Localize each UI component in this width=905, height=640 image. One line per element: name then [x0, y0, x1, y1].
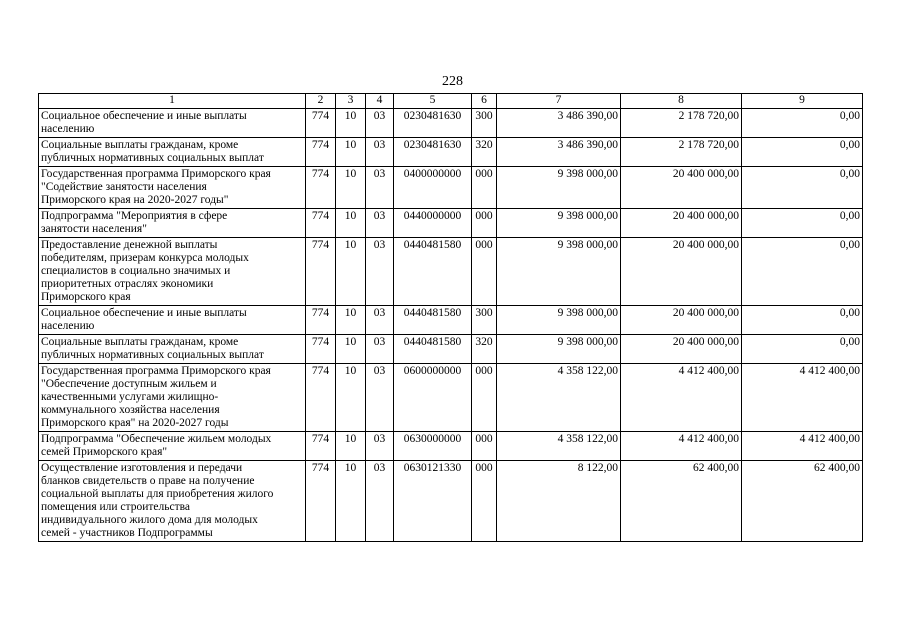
expense-type-cell: 000 [472, 209, 497, 238]
amount-col7-cell: 3 486 390,00 [497, 138, 621, 167]
ministry-code-cell: 774 [306, 461, 336, 542]
expense-type-cell: 300 [472, 306, 497, 335]
amount-col9-cell: 4 412 400,00 [742, 364, 863, 432]
row-name-cell: Государственная программа Приморского края "Обеспечение доступным жильем и качественными услугами жилищно- коммунального хозяйства населения Приморского края" на 2020-2027 годы [39, 364, 306, 432]
amount-col7-cell: 9 398 000,00 [497, 335, 621, 364]
expense-type-cell: 300 [472, 109, 497, 138]
column-header: 2 [306, 94, 336, 109]
subsection-code-cell: 03 [366, 432, 394, 461]
column-header: 7 [497, 94, 621, 109]
ministry-code-cell: 774 [306, 209, 336, 238]
row-name-cell: Подпрограмма "Мероприятия в сфере занятости населения" [39, 209, 306, 238]
row-name-cell: Социальные выплаты гражданам, кроме публичных нормативных социальных выплат [39, 138, 306, 167]
column-header: 3 [336, 94, 366, 109]
row-name-cell: Государственная программа Приморского края "Содействие занятости населения Приморского края на 2020-2027 годы" [39, 167, 306, 209]
ministry-code-cell: 774 [306, 109, 336, 138]
subsection-code-cell: 03 [366, 238, 394, 306]
amount-col7-cell: 4 358 122,00 [497, 364, 621, 432]
section-code-cell: 10 [336, 238, 366, 306]
amount-col8-cell: 20 400 000,00 [621, 335, 742, 364]
amount-col8-cell: 2 178 720,00 [621, 109, 742, 138]
column-header: 8 [621, 94, 742, 109]
expense-type-cell: 000 [472, 238, 497, 306]
header-row [39, 94, 863, 109]
table-row [39, 364, 863, 432]
subsection-code-cell: 03 [366, 306, 394, 335]
target-article-cell: 0440481580 [394, 238, 472, 306]
amount-col9-cell: 0,00 [742, 306, 863, 335]
ministry-code-cell: 774 [306, 138, 336, 167]
ministry-code-cell: 774 [306, 167, 336, 209]
target-article-cell: 0440000000 [394, 209, 472, 238]
amount-col8-cell: 4 412 400,00 [621, 364, 742, 432]
ministry-code-cell: 774 [306, 432, 336, 461]
expense-type-cell: 320 [472, 335, 497, 364]
row-name-cell: Социальное обеспечение и иные выплаты населению [39, 306, 306, 335]
expense-type-cell: 000 [472, 167, 497, 209]
budget-table [38, 93, 863, 542]
amount-col8-cell: 20 400 000,00 [621, 306, 742, 335]
row-name-cell: Подпрограмма "Обеспечение жильем молодых семей Приморского края" [39, 432, 306, 461]
expense-type-cell: 000 [472, 364, 497, 432]
table-row [39, 335, 863, 364]
target-article-cell: 0630121330 [394, 461, 472, 542]
column-header: 1 [39, 94, 306, 109]
target-article-cell: 0630000000 [394, 432, 472, 461]
section-code-cell: 10 [336, 138, 366, 167]
amount-col9-cell: 0,00 [742, 335, 863, 364]
amount-col8-cell: 2 178 720,00 [621, 138, 742, 167]
row-name-cell: Осуществление изготовления и передачи бланков свидетельств о праве на получение социальной выплаты для приобретения жилого помещения или строительства индивидуального жилого дома для молодых семей - участников Подпрограммы [39, 461, 306, 542]
column-header: 9 [742, 94, 863, 109]
row-name-cell: Социальные выплаты гражданам, кроме публичных нормативных социальных выплат [39, 335, 306, 364]
amount-col9-cell: 0,00 [742, 167, 863, 209]
section-code-cell: 10 [336, 306, 366, 335]
table-row [39, 461, 863, 542]
table-row [39, 238, 863, 306]
section-code-cell: 10 [336, 461, 366, 542]
table-row [39, 306, 863, 335]
amount-col8-cell: 62 400,00 [621, 461, 742, 542]
section-code-cell: 10 [336, 432, 366, 461]
amount-col7-cell: 9 398 000,00 [497, 306, 621, 335]
subsection-code-cell: 03 [366, 461, 394, 542]
amount-col9-cell: 0,00 [742, 138, 863, 167]
section-code-cell: 10 [336, 335, 366, 364]
ministry-code-cell: 774 [306, 306, 336, 335]
amount-col9-cell: 0,00 [742, 238, 863, 306]
row-name-cell: Предоставление денежной выплаты победителям, призерам конкурса молодых специалистов в социально значимых и приоритетных отраслях экономики Приморского края [39, 238, 306, 306]
amount-col9-cell: 62 400,00 [742, 461, 863, 542]
table-row [39, 432, 863, 461]
ministry-code-cell: 774 [306, 364, 336, 432]
amount-col7-cell: 9 398 000,00 [497, 238, 621, 306]
table-row [39, 138, 863, 167]
section-code-cell: 10 [336, 167, 366, 209]
target-article-cell: 0440481580 [394, 306, 472, 335]
subsection-code-cell: 03 [366, 335, 394, 364]
section-code-cell: 10 [336, 209, 366, 238]
row-name-cell: Социальное обеспечение и иные выплаты населению [39, 109, 306, 138]
ministry-code-cell: 774 [306, 238, 336, 306]
amount-col8-cell: 20 400 000,00 [621, 167, 742, 209]
amount-col8-cell: 20 400 000,00 [621, 238, 742, 306]
column-header: 4 [366, 94, 394, 109]
subsection-code-cell: 03 [366, 167, 394, 209]
amount-col7-cell: 9 398 000,00 [497, 209, 621, 238]
target-article-cell: 0230481630 [394, 138, 472, 167]
target-article-cell: 0230481630 [394, 109, 472, 138]
amount-col9-cell: 0,00 [742, 209, 863, 238]
expense-type-cell: 000 [472, 432, 497, 461]
amount-col7-cell: 3 486 390,00 [497, 109, 621, 138]
amount-col8-cell: 4 412 400,00 [621, 432, 742, 461]
expense-type-cell: 320 [472, 138, 497, 167]
subsection-code-cell: 03 [366, 109, 394, 138]
subsection-code-cell: 03 [366, 209, 394, 238]
section-code-cell: 10 [336, 364, 366, 432]
column-header: 5 [394, 94, 472, 109]
table-row [39, 167, 863, 209]
subsection-code-cell: 03 [366, 364, 394, 432]
amount-col9-cell: 0,00 [742, 109, 863, 138]
subsection-code-cell: 03 [366, 138, 394, 167]
table-row [39, 209, 863, 238]
page-number: 228 [442, 74, 463, 89]
target-article-cell: 0600000000 [394, 364, 472, 432]
expense-type-cell: 000 [472, 461, 497, 542]
amount-col7-cell: 8 122,00 [497, 461, 621, 542]
section-code-cell: 10 [336, 109, 366, 138]
target-article-cell: 0400000000 [394, 167, 472, 209]
amount-col8-cell: 20 400 000,00 [621, 209, 742, 238]
amount-col9-cell: 4 412 400,00 [742, 432, 863, 461]
column-header: 6 [472, 94, 497, 109]
table-row [39, 109, 863, 138]
ministry-code-cell: 774 [306, 335, 336, 364]
amount-col7-cell: 9 398 000,00 [497, 167, 621, 209]
target-article-cell: 0440481580 [394, 335, 472, 364]
amount-col7-cell: 4 358 122,00 [497, 432, 621, 461]
